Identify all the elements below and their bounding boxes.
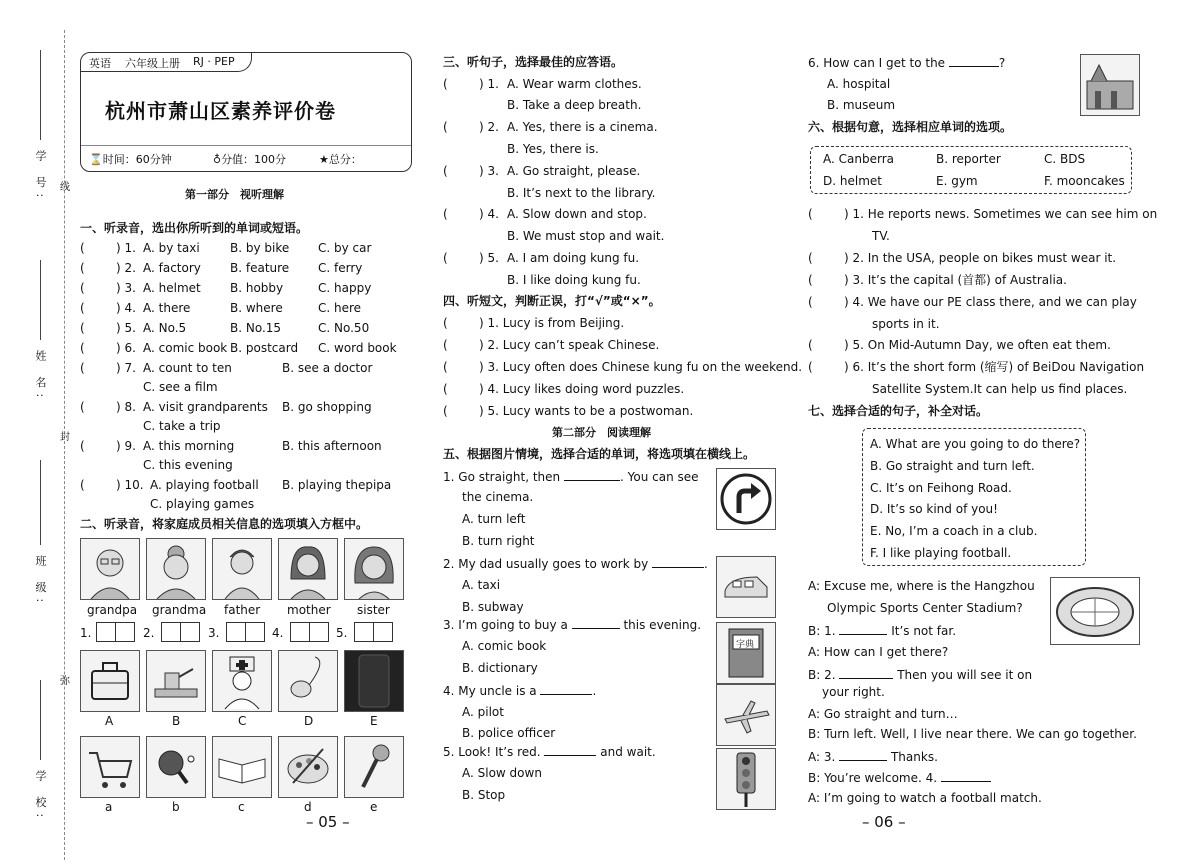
answer-num-1: 1. <box>80 626 92 640</box>
s6-item-3: ) 3. It’s the capital (首都) of Australia. <box>844 273 1067 287</box>
list-item: ( <box>80 341 85 355</box>
statement: ) 5. Lucy wants to be a postwoman. <box>479 404 694 418</box>
list-item: ( <box>808 273 813 287</box>
label-sister: sister <box>357 603 390 617</box>
option-a[interactable]: A. helmet <box>143 281 201 295</box>
list-item: ( <box>80 301 85 315</box>
dialog-line-5a: B: 2. <box>808 668 836 682</box>
list-item: ( <box>80 321 85 335</box>
option-a[interactable]: A. visit grandparents <box>143 400 268 414</box>
q3-text-b: this evening. <box>623 618 702 632</box>
school-label: 学 校: <box>34 770 47 824</box>
dialog-blank-4[interactable] <box>941 770 991 782</box>
option-a[interactable]: A. count to ten <box>143 361 232 375</box>
s6-item-4-cont: sports in it. <box>872 317 940 331</box>
class-label: 班 级: <box>34 555 47 609</box>
grandpa-picture <box>80 538 140 600</box>
dialog-line-7: A: Go straight and turn… <box>808 707 958 721</box>
item-num: ) 2. <box>116 261 136 275</box>
option-a[interactable]: A. Yes, there is a cinema. <box>507 120 658 134</box>
dialog-line-2: Olympic Sports Center Stadium? <box>827 601 1023 615</box>
option-a[interactable]: A. Slow down and stop. <box>507 207 647 221</box>
ping-pong-paddle-icon <box>147 737 205 797</box>
option-b[interactable]: B. No.15 <box>230 321 282 335</box>
s2-title: 二、听录音，将家庭成员相关信息的选项填入方框中。 <box>80 517 369 531</box>
dialog-blank-3[interactable] <box>839 749 887 761</box>
airplane-icon <box>717 685 775 745</box>
pic-label-E: E <box>370 714 378 728</box>
sentence-option: C. It’s on Feihong Road. <box>870 481 1012 495</box>
statement: ) 4. Lucy likes doing word puzzles. <box>479 382 685 396</box>
father-picture <box>212 538 272 600</box>
grandma-picture <box>146 538 206 600</box>
exam-time: 时间：60分钟 <box>102 153 172 166</box>
computer-mouse-icon <box>279 651 337 711</box>
list-item: ( <box>443 316 448 330</box>
pilot-picture <box>716 684 776 746</box>
briefcase-picture <box>80 650 140 712</box>
list-item: ( <box>808 251 813 265</box>
pic-label-C: C <box>238 714 247 728</box>
dialog-line-4: A: How can I get there? <box>808 645 949 659</box>
option-a[interactable]: A. I am doing kung fu. <box>507 251 640 265</box>
museum-building-icon <box>1081 55 1139 115</box>
mother-picture <box>278 538 338 600</box>
option-c[interactable]: C. by car <box>318 241 372 255</box>
q5-option-b[interactable]: B. Stop <box>462 788 506 802</box>
q1-text-a: 1. Go straight, then <box>443 470 561 484</box>
header-divider <box>81 145 411 146</box>
exam-title: 杭州市萧山区素养评价卷 <box>105 99 336 123</box>
s6-item-1: ) 1. He reports news. Sometimes we can see him on <box>844 207 1158 221</box>
word-option: D. helmet <box>823 174 882 188</box>
option-a[interactable]: A. there <box>143 301 191 315</box>
q1-text-c: the cinema. <box>462 490 534 504</box>
answer-box[interactable] <box>354 622 374 642</box>
q3-text-a: 3. I’m going to buy a <box>443 618 568 632</box>
s6-item-6: ) 6. It’s the short form (缩写) of BeiDou Navigation <box>844 360 1145 374</box>
seal-mark-mi: 弥 <box>60 676 70 687</box>
label-mother: mother <box>287 603 331 617</box>
item-num: ) 5. <box>116 321 136 335</box>
item-num: ) 10. <box>116 478 144 492</box>
option-c[interactable]: C. word book <box>318 341 397 355</box>
binding-dashed-line <box>64 30 65 860</box>
father-icon <box>213 539 271 599</box>
option-a[interactable]: A. Wear warm clothes. <box>507 77 642 91</box>
q1-option-a[interactable]: A. turn left <box>462 512 526 526</box>
word-option: C. BDS <box>1044 152 1086 166</box>
pic-label-c: c <box>238 800 245 814</box>
item-num: ) 4. <box>116 301 136 315</box>
q6-text-b: ? <box>998 56 1006 70</box>
sentence-option: A. What are you going to do there? <box>870 437 1081 451</box>
answer-box[interactable] <box>180 622 200 642</box>
turn-right-arrow-icon <box>717 469 775 529</box>
grandpa-icon <box>81 539 139 599</box>
word-option: E. gym <box>936 174 978 188</box>
option-b[interactable]: B. Take a deep breath. <box>507 98 642 112</box>
answer-box[interactable] <box>245 622 265 642</box>
q3-option-b[interactable]: B. dictionary <box>462 661 538 675</box>
phone-picture <box>344 650 404 712</box>
option-b[interactable]: B. hobby <box>230 281 284 295</box>
pic-label-e: e <box>370 800 378 814</box>
q5-option-a[interactable]: A. Slow down <box>462 766 542 780</box>
subway-picture <box>716 556 776 618</box>
answer-box[interactable] <box>290 622 310 642</box>
answer-box[interactable] <box>115 622 135 642</box>
label-grandma: grandma <box>152 603 207 617</box>
s4-title: 四、听短文，判断正误，打“√”或“×”。 <box>443 294 661 308</box>
mouse-picture <box>278 650 338 712</box>
s6-title: 六、根据句意，选择相应单词的选项。 <box>808 120 1013 134</box>
dialog-blank-2[interactable] <box>839 667 893 679</box>
grade: 六年级上册 <box>125 57 180 70</box>
option-b[interactable]: B. where <box>230 301 283 315</box>
answer-num-3: 3. <box>208 626 220 640</box>
s3-title: 三、听句子，选择最佳的应答语。 <box>443 55 624 69</box>
student-id-label: 学 号: <box>34 150 47 204</box>
option-c[interactable]: C. ferry <box>318 261 363 275</box>
option-a[interactable]: A. playing football <box>150 478 259 492</box>
list-item: ( <box>80 400 85 414</box>
label-father: father <box>224 603 261 617</box>
option-b[interactable]: B. go shopping <box>282 400 372 414</box>
open-book-icon <box>213 737 271 797</box>
q6-option-b[interactable]: B. museum <box>827 98 896 112</box>
dialog-blank-1[interactable] <box>839 623 887 635</box>
s1-title: 一、听录音，选出你所听到的单词或短语。 <box>80 221 309 235</box>
option-b[interactable]: B. playing thepipa <box>282 478 392 492</box>
answer-box[interactable] <box>309 622 329 642</box>
microphone-icon <box>345 737 403 797</box>
answer-num-2: 2. <box>143 626 155 640</box>
dialog-line-9a: A: 3. <box>808 750 836 764</box>
item-num: ) 6. <box>116 341 136 355</box>
q2-text-a: 2. My dad usually goes to work by <box>443 557 649 571</box>
item-num: ) 7. <box>116 361 136 375</box>
item-num: ) 9. <box>116 439 136 453</box>
item-num: ) 3. <box>479 164 499 178</box>
list-item: ( <box>443 338 448 352</box>
option-a[interactable]: A. by taxi <box>143 241 200 255</box>
grandma-icon <box>147 539 205 599</box>
stadium-icon <box>1051 578 1139 644</box>
phone-icon <box>345 651 403 711</box>
mother-icon <box>279 539 337 599</box>
sentence-option: F. I like playing football. <box>870 546 1012 560</box>
q4-blank[interactable] <box>540 683 592 695</box>
s6-item-6-cont: Satellite System.It can help us find places. <box>872 382 1128 396</box>
q4-text-a: 4. My uncle is a <box>443 684 537 698</box>
option-a[interactable]: A. this morning <box>143 439 235 453</box>
q2-option-a[interactable]: A. taxi <box>462 578 501 592</box>
option-c[interactable]: C. happy <box>318 281 372 295</box>
option-b[interactable]: B. by bike <box>230 241 290 255</box>
q6-text-a: 6. How can I get to the <box>808 56 946 70</box>
q3-blank[interactable] <box>572 617 620 629</box>
traffic-light-picture <box>716 748 776 810</box>
list-item: ( <box>808 295 813 309</box>
option-c[interactable]: C. here <box>318 301 362 315</box>
seal-mark-seal: 封 <box>60 432 70 443</box>
sentence-option: E. No, I’m a coach in a club. <box>870 524 1038 538</box>
list-item: ( <box>80 261 85 275</box>
q6-blank[interactable] <box>949 55 999 67</box>
briefcase-icon <box>81 651 139 711</box>
item-num: ) 4. <box>479 207 499 221</box>
name-label: 姓 名: <box>34 350 47 404</box>
list-item: ( <box>443 207 448 221</box>
statement: ) 1. Lucy is from Beijing. <box>479 316 625 330</box>
pic-label-A: A <box>105 714 114 728</box>
q2-blank[interactable] <box>652 556 704 568</box>
option-b[interactable]: B. see a doctor <box>282 361 373 375</box>
paint-palette-icon <box>279 737 337 797</box>
list-item: ( <box>808 207 813 221</box>
q2-text-b: . <box>704 557 708 571</box>
option-c[interactable]: C. see a film <box>143 380 218 394</box>
q5-blank[interactable] <box>544 744 596 756</box>
label-grandpa: grandpa <box>87 603 138 617</box>
nurse-icon <box>213 651 271 711</box>
dictionary-cover-text: 字典 <box>736 640 755 650</box>
name-line <box>40 260 41 340</box>
dialog-line-9b: Thanks. <box>890 750 938 764</box>
s5-title: 五、根据图片情境，选择合适的单词，将选项填在横线上。 <box>443 447 756 461</box>
s6-item-4: ) 4. We have our PE class there, and we can play <box>844 295 1137 309</box>
sister-icon <box>345 539 403 599</box>
pic-label-b: b <box>172 800 180 814</box>
list-item: ( <box>443 77 448 91</box>
dialog-line-3b: It’s not far. <box>891 624 957 638</box>
statement: ) 2. Lucy can’t speak Chinese. <box>479 338 660 352</box>
answer-box[interactable] <box>373 622 393 642</box>
shopping-cart-icon <box>81 737 139 797</box>
pic-label-a: a <box>105 800 113 814</box>
pic-label-B: B <box>172 714 181 728</box>
item-num: ) 3. <box>116 281 136 295</box>
shopping-cart-picture <box>80 736 140 798</box>
option-a[interactable]: A. factory <box>143 261 201 275</box>
statement: ) 3. Lucy often does Chinese kung fu on the weekend. <box>479 360 803 374</box>
option-c[interactable]: C. this evening <box>143 458 233 472</box>
q4-text-b: . <box>592 684 597 698</box>
class-line <box>40 460 41 545</box>
dialog-line-5b: Then you will see it on <box>897 668 1033 682</box>
traffic-light-icon <box>717 749 775 809</box>
page-number-left: – 05 – <box>306 813 350 831</box>
museum-picture <box>1080 54 1140 116</box>
q6-option-a[interactable]: A. hospital <box>827 77 891 91</box>
q4-option-a[interactable]: A. pilot <box>462 705 504 719</box>
dictionary-icon <box>717 623 775 683</box>
answer-num-4: 4. <box>272 626 284 640</box>
dictionary-picture <box>716 622 776 684</box>
list-item: ( <box>80 478 85 492</box>
option-b[interactable]: B. I like doing kung fu. <box>507 273 641 287</box>
q4-option-b[interactable]: B. police officer <box>462 726 556 740</box>
word-option: B. reporter <box>936 152 1001 166</box>
palette-picture <box>278 736 338 798</box>
s6-item-2: ) 2. In the USA, people on bikes must wear it. <box>844 251 1117 265</box>
subway-train-icon <box>717 557 775 617</box>
nurse-picture <box>212 650 272 712</box>
dialog-line-1: A: Excuse me, where is the Hangzhou <box>808 579 1035 593</box>
machine-icon <box>147 651 205 711</box>
item-num: ) 2. <box>479 120 499 134</box>
s7-title: 七、选择合适的句子，补全对话。 <box>808 404 989 418</box>
sentence-option: D. It’s so kind of you! <box>870 502 998 516</box>
option-a[interactable]: A. comic book <box>143 341 228 355</box>
microphone-picture <box>344 736 404 798</box>
list-item: ( <box>80 281 85 295</box>
q1-text-b: . You can see <box>619 470 699 484</box>
q5-text-b: and wait. <box>600 745 656 759</box>
list-item: ( <box>80 361 85 375</box>
s6-item-1-cont: TV. <box>872 229 890 243</box>
student-id-line <box>40 50 41 140</box>
q1-blank[interactable] <box>564 469 620 481</box>
item-num: ) 1. <box>116 241 136 255</box>
answer-box[interactable] <box>226 622 246 642</box>
list-item: ( <box>808 360 813 374</box>
q5-text-a: 5. Look! It’s red. <box>443 745 541 759</box>
exam-total: 总分： <box>328 153 362 166</box>
q2-option-b[interactable]: B. subway <box>462 600 524 614</box>
option-a[interactable]: A. Go straight, please. <box>507 164 641 178</box>
list-item: ( <box>808 338 813 352</box>
part1-title: 第一部分 视听理解 <box>185 188 284 201</box>
list-item: ( <box>80 241 85 255</box>
book-picture <box>212 736 272 798</box>
ping-pong-picture <box>146 736 206 798</box>
list-item: ( <box>443 404 448 418</box>
list-item: ( <box>443 251 448 265</box>
option-b[interactable]: B. this afternoon <box>282 439 382 453</box>
option-c[interactable]: C. No.50 <box>318 321 370 335</box>
page-number-right: – 06 – <box>862 813 906 831</box>
item-num: ) 5. <box>479 251 499 265</box>
option-b[interactable]: B. It’s next to the library. <box>507 186 656 200</box>
item-num: ) 8. <box>116 400 136 414</box>
answer-box[interactable] <box>96 622 116 642</box>
list-item: ( <box>443 120 448 134</box>
word-option: A. Canberra <box>823 152 894 166</box>
answer-box[interactable] <box>161 622 181 642</box>
answer-num-5: 5. <box>336 626 348 640</box>
q1-option-b[interactable]: B. turn right <box>462 534 535 548</box>
turn-right-sign-picture <box>716 468 776 530</box>
factory-machine-picture <box>146 650 206 712</box>
pic-label-d: d <box>304 800 312 814</box>
list-item: ( <box>443 360 448 374</box>
option-c[interactable]: C. take a trip <box>143 419 221 433</box>
clock-icon: ⌛ <box>89 153 103 166</box>
seal-mark-line: 线 <box>60 182 70 193</box>
score-icon: ♁ <box>213 153 222 166</box>
option-b[interactable]: B. We must stop and wait. <box>507 229 665 243</box>
exam-header-box <box>80 52 412 172</box>
school-line <box>40 680 41 760</box>
option-b[interactable]: B. feature <box>230 261 290 275</box>
option-a[interactable]: A. No.5 <box>143 321 187 335</box>
edition: RJ · PEP <box>193 55 235 68</box>
stadium-picture <box>1050 577 1140 645</box>
dialog-line-11: A: I’m going to watch a football match. <box>808 791 1042 805</box>
option-b[interactable]: B. Yes, there is. <box>507 142 599 156</box>
part2-title: 第二部分 阅读理解 <box>552 426 651 439</box>
q3-option-a[interactable]: A. comic book <box>462 639 547 653</box>
list-item: ( <box>80 439 85 453</box>
subject: 英语 <box>89 57 111 70</box>
item-num: ) 1. <box>479 77 499 91</box>
sister-picture <box>344 538 404 600</box>
list-item: ( <box>443 164 448 178</box>
s6-item-5: ) 5. On Mid-Autumn Day, we often eat them. <box>844 338 1111 352</box>
pic-label-D: D <box>304 714 314 728</box>
option-c[interactable]: C. playing games <box>150 497 255 511</box>
dialog-line-6: your right. <box>822 685 885 699</box>
sentence-option: B. Go straight and turn left. <box>870 459 1035 473</box>
dialog-line-3a: B: 1. <box>808 624 836 638</box>
star-icon: ★ <box>319 153 329 166</box>
option-b[interactable]: B. postcard <box>230 341 299 355</box>
dialog-line-8: B: Turn left. Well, I live near there. We can go together. <box>808 727 1137 741</box>
dialog-line-10: B: You’re welcome. 4. <box>808 771 938 785</box>
list-item: ( <box>443 382 448 396</box>
word-option: F. mooncakes <box>1044 174 1125 188</box>
exam-score: 分值：100分 <box>221 153 287 166</box>
